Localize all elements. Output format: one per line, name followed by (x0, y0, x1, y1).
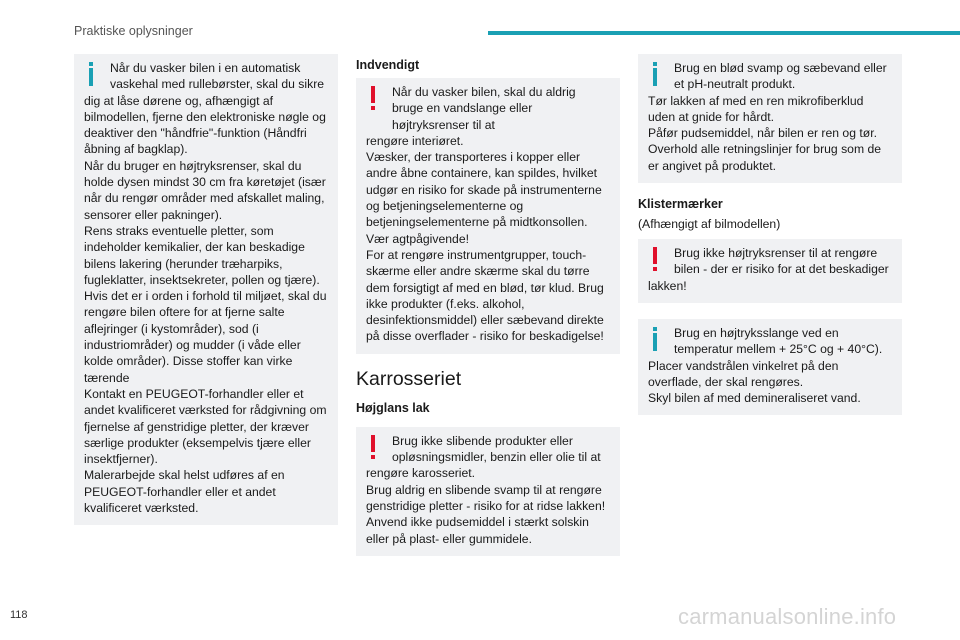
column-left (74, 54, 338, 525)
info-box-high-pressure (638, 319, 902, 415)
warning-box-stickers (638, 239, 902, 303)
header-accent-bar (488, 31, 960, 35)
info-text-body: Tør lakken af med en ren mikrofiberklud uden at gnide for hårdt. Påfør pudsemiddel, når bilen er ren og tør. Overhold alle retningslinjer for brug som de er angivet på produktet. (648, 93, 882, 173)
heading-indvendigt: Indvendigt (356, 58, 420, 72)
subheading-hojglans-lak: Højglans lak (356, 400, 430, 415)
section-heading-karrosseriet: Karrosseriet (356, 367, 462, 390)
warning-icon (368, 86, 378, 110)
warning-icon (368, 435, 378, 459)
warning-box-interior (356, 78, 620, 354)
warning-text-first: Når du vasker bilen, skal du aldrig bruge en vandslange eller højtryksrenser til at (392, 85, 576, 132)
warning-icon (650, 247, 660, 271)
warning-box-paint (356, 427, 620, 556)
info-text-first: Brug en højtryksslange ved en temperatur mellem + 25°C og + 40°C). (674, 325, 883, 357)
page-header-title: Praktiske oplysninger (74, 24, 193, 38)
info-text-first: Når du vasker bilen i en automatisk vaskehal med rullebørster, skal du sikre (110, 61, 325, 92)
info-box-washing (74, 54, 338, 525)
watermark: carmanualsonline.info (678, 604, 897, 629)
info-text-body: dig at låse dørene og, afhængigt af bilmodellen, fjerne den elektroniske nøgle og deaktiver den "håndfrie"-funktion (Håndfri åbning af bagklap). Når du bruger en højtryksrenser, skal du holde dysen mindst 30 cm fra køretøjet (især når du rengør områder med afskallet maling, sensorer eller pakninger). Rens straks eventuelle pletter, som indeholder kemikalier, der kan beskadige bilens lakering (herunder træharpiks, fugleklatter, insektsekreter, pollen og tjære). Hvis det er i orden i forhold til miljøet, skal du rengøre bilen oftere for at fjerne salte aflejringer (i kystområder), sod (i industriområder) og mudder (i våde eller kolde områder). Disse stoffer kan virke tærende Kontakt en PEUGEOT-forhandler eller et andet kvalificeret værksted for rådgivning om fjernelse af genstridige pletter, der kræver særlige produkter (eksempelvis tjære eller insektfjerner). Malerarbejde skal helst udføres af en PEUGEOT-forhandler eller et andet kvalificeret værksted. (84, 93, 327, 516)
warning-text-first: Brug ikke slibende produkter eller opløsningsmidler, benzin eller olie til at (392, 433, 601, 465)
subtext-model-dependent: (Afhængigt af bilmodellen) (638, 217, 781, 232)
spacer (638, 303, 902, 319)
info-text-first: Brug en blød svamp og sæbevand eller et pH-neutralt produkt. (674, 61, 887, 92)
info-text-body: Placer vandstrålen vinkelret på den overflade, der skal rengøres. Skyl bilen af med demineraliseret vand. (648, 358, 861, 406)
column-middle (356, 54, 620, 556)
info-icon (650, 62, 660, 86)
warning-text-body: lakken! (648, 278, 687, 293)
warning-text-body: rengøre karosseriet. Brug aldrig en slibende svamp til at rengøre genstridige pletter - risiko for at ridse lakken! Anvend ikke pudsemiddel i stærkt solskin eller på plast- eller gummidele. (366, 466, 606, 546)
info-icon (650, 327, 660, 351)
info-box-paint-care (638, 54, 902, 183)
heading-klistermaerker: Klistermærker (638, 197, 723, 212)
page-number: 118 (10, 609, 28, 621)
column-right (638, 54, 902, 415)
warning-text-body: rengøre interiøret. Væsker, der transporteres i kopper eller andre åbne containere, kan spildes, hvilket udgør en risiko for skade på instrumenterne og betjeningselementerne og betjeningselementerne på midtkonsollen. Vær agtpågivende! For at rengøre instrumentgrupper, touch-skærme eller andre skærme skal du tørre dem forsigtigt af med en blød, tør klud. Brug ikke produkter (f.eks. alkohol, desinfektionsmiddel) eller sæbevand direkte på disse overflader - risiko for beskadigelse! (366, 133, 604, 344)
info-icon (86, 62, 96, 86)
warning-text-first: Brug ikke højtryksrenser til at rengøre bilen - der er risiko for at det beskadiger (674, 246, 889, 277)
